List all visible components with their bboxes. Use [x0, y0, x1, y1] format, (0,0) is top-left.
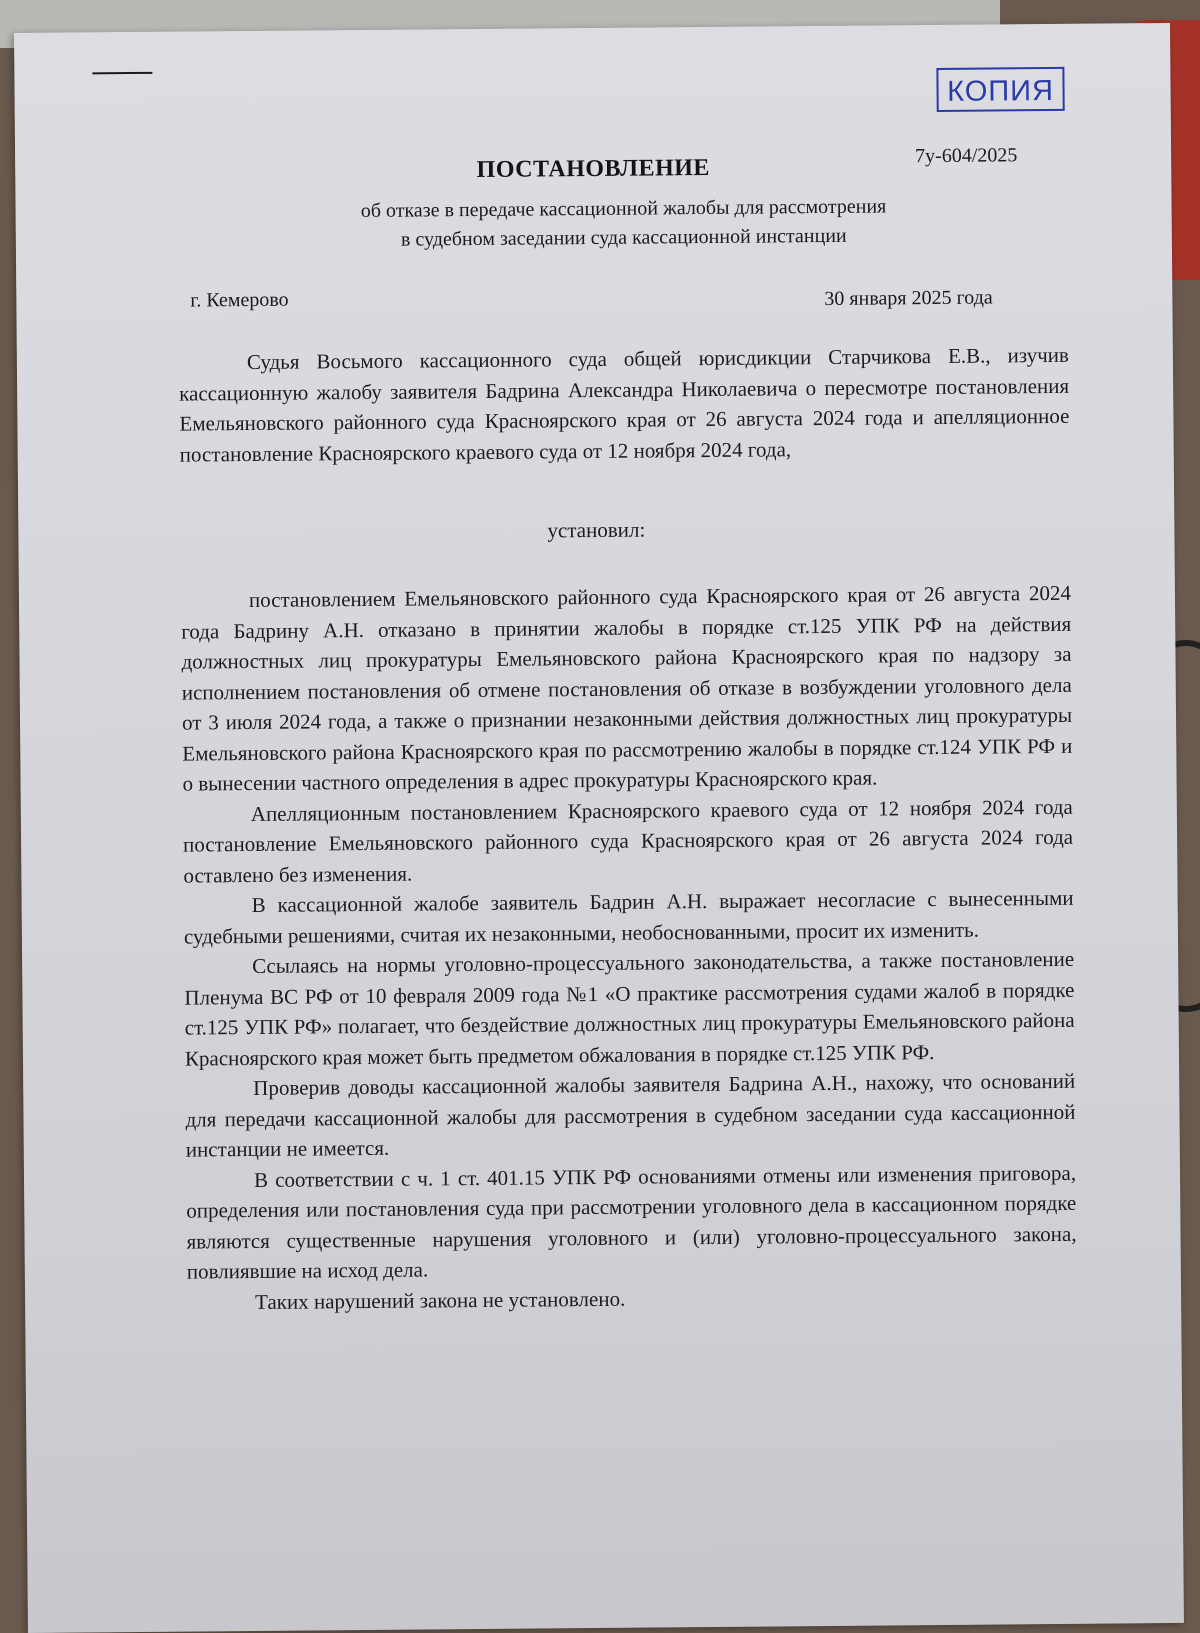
copy-stamp: КОПИЯ — [936, 67, 1064, 112]
document-title: ПОСТАНОВЛЕНИЕ — [476, 154, 710, 184]
ustanovil-heading: установил: — [547, 517, 646, 543]
body-paragraph: В кассационной жалобе заявитель Бадрин А.Н. выражает несогласие с вынесенными судебными решениями, считая их незаконными, необоснованными, просит их изменить. — [183, 885, 1074, 949]
document-subtitle-line2: в судебном заседании суда кассационной инстанции — [400, 224, 847, 251]
corner-mark — [92, 72, 152, 75]
case-number: 7у-604/2025 — [915, 144, 1018, 168]
body-paragraph: Ссылаясь на нормы уголовно-процессуального законодательства, а также постановление Пленума ВС РФ от 10 февраля 2009 года №1 «О практике рассмотрения судами жалоб в порядке ст.125 УПК РФ» полагает, что бездействие должностных лиц прокуратуры Емельяновского района Красноярского края может быть предметом обжалования в порядке ст.125 УПК РФ. — [184, 946, 1075, 1071]
body-paragraph: постановлением Емельяновского районного суда Красноярского края от 26 августа 2024 года Бадрину А.Н. отказано в принятии жалобы в порядке ст.125 УПК РФ на действия должностных лиц прокуратуры Емельяновского района Красноярского края по надзору за исполнением постановления об отмене постановления об отказе в возбуждении уголовного дела от 3 июля 2024 года, а также о признании незаконными действия должностных лиц прокуратуры Емельяновского района Красноярского края по рассмотрению жалобы в порядке ст.124 УПК РФ и о вынесении частного определения в адрес прокуратуры Красноярского края. — [181, 580, 1073, 796]
intro-section — [179, 340, 1070, 470]
body-paragraph: Таких нарушений закона не установлено. — [254, 1286, 626, 1314]
document-date: 30 января 2025 года — [824, 286, 993, 310]
intro-paragraph: Судья Восьмого кассационного суда общей юрисдикции Старчикова Е.В., изучив кассационную жалобу заявителя Бадрина Александра Николаевича о пересмотре постановления Емельяновского районного суда Красноярского края от 26 августа 2024 года и апелляционное постановление Красноярского краевого суда от 12 ноября 2024 года, — [179, 342, 1070, 467]
document-subtitle-line1: об отказе в передаче кассационной жалобы для рассмотрения — [360, 195, 887, 223]
document-place: г. Кемерово — [190, 288, 289, 312]
body-paragraph: В соответствии с ч. 1 ст. 401.15 УПК РФ основаниями отмены или изменения приговора, определения или постановления суда при рассмотрении уголовного дела в кассационном порядке являются существенные нарушения уголовного и (или) уголовно-процессуального закона, повлиявшие на исход дела. — [186, 1160, 1077, 1284]
main-body — [181, 578, 1077, 1318]
document-page — [14, 23, 1184, 1633]
body-paragraph: Проверив доводы кассационной жалобы заявителя Бадрина А.Н., нахожу, что оснований для передачи кассационной жалобы для рассмотрения в судебном заседании суда кассационной инстанции не имеется. — [185, 1068, 1076, 1162]
body-paragraph: Апелляционным постановлением Красноярского краевого суда от 12 ноября 2024 года постановление Емельяновского районного суда Красноярского края от 26 августа 2024 года оставлено без изменения. — [183, 794, 1074, 888]
